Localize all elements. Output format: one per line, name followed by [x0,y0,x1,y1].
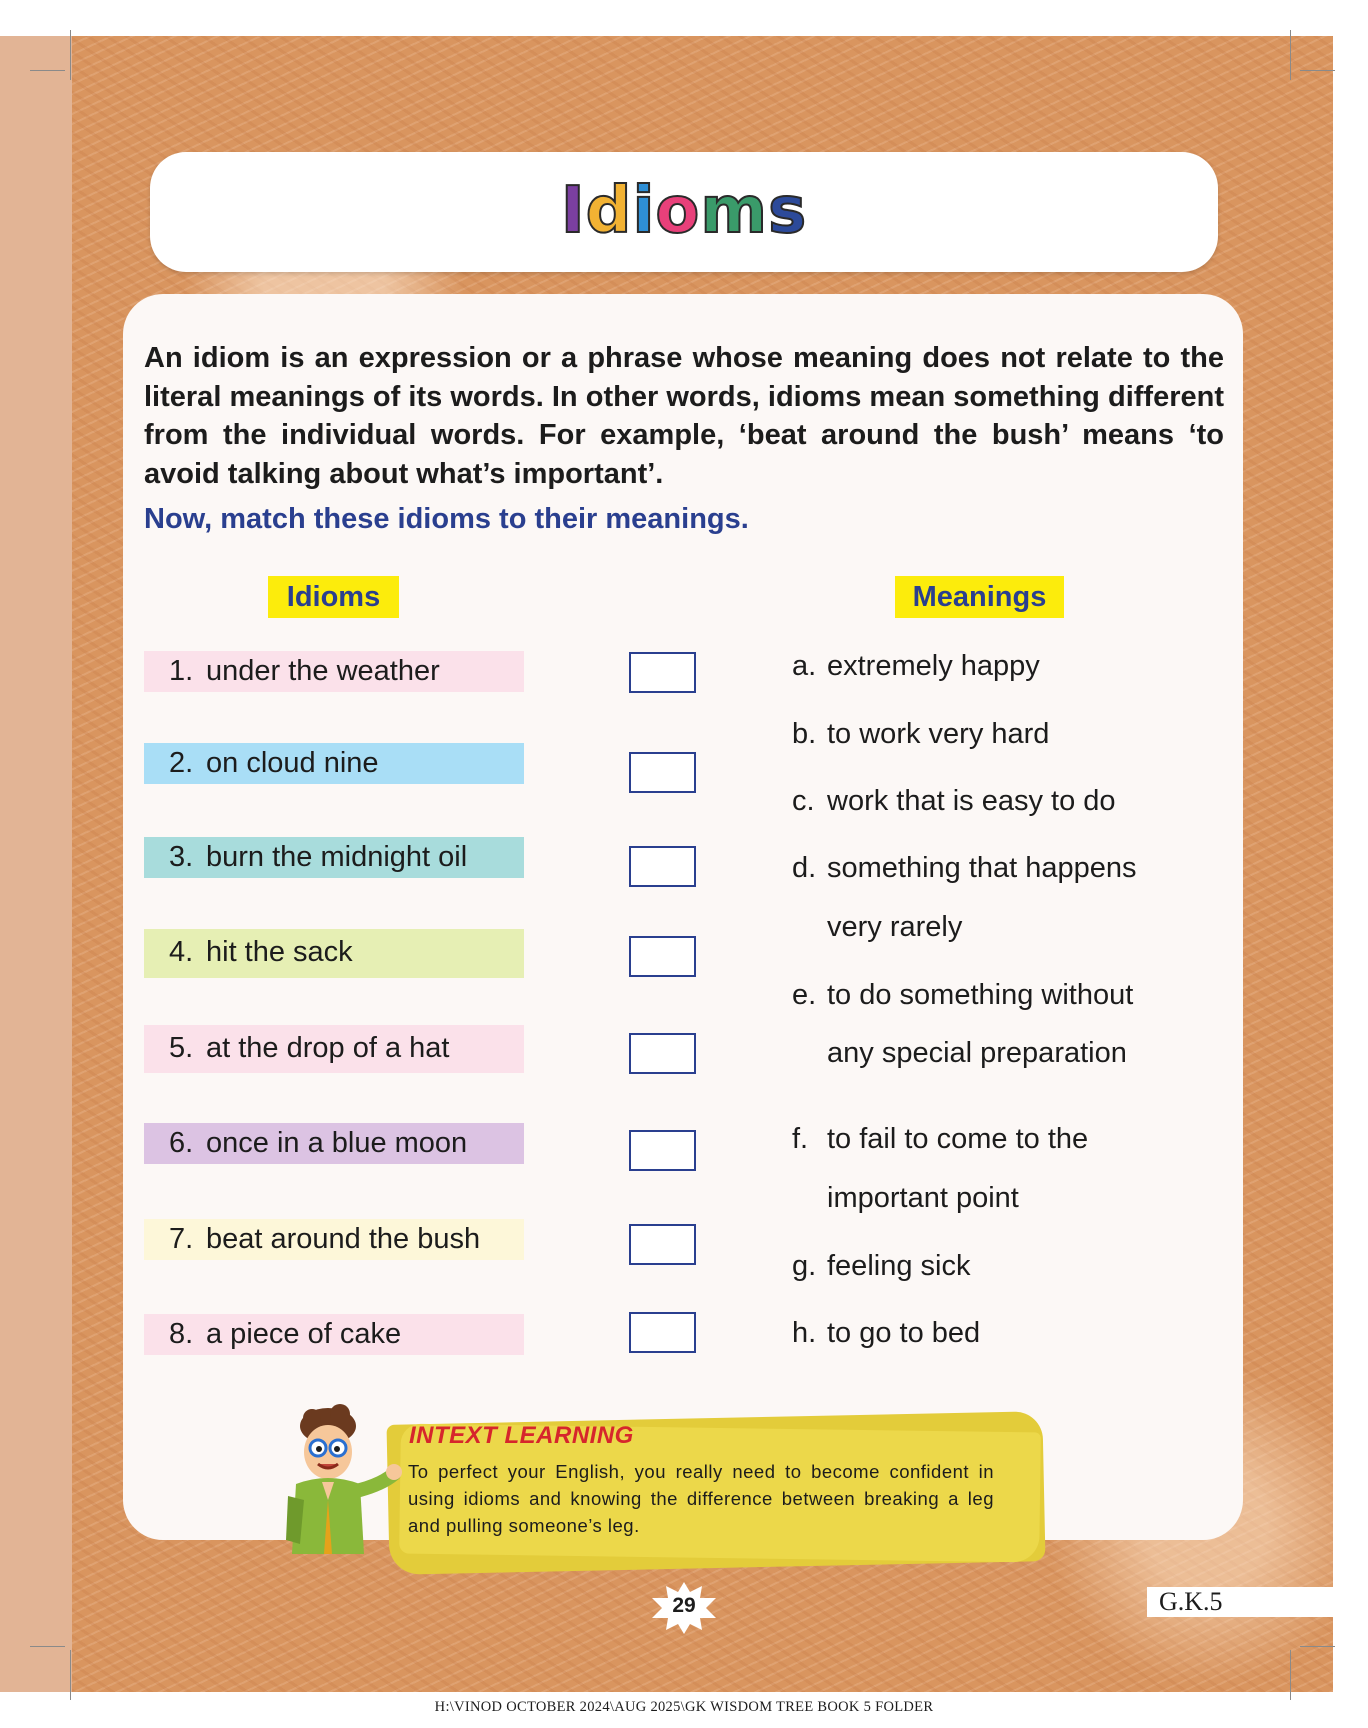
meaning-text: work that is easy to do [827,785,1116,817]
crop-mark [70,1650,71,1700]
title-letter: I [560,174,586,248]
meaning-letter: h. [792,1317,817,1349]
title-banner [150,152,1218,272]
meaning-text: to do something without [827,979,1134,1011]
title-letter: d [585,174,633,248]
page-title [150,174,1218,248]
meaning-letter: b. [792,718,817,750]
intext-learning-heading: INTEXT LEARNING [409,1422,634,1449]
meaning-letter: d. [792,852,817,884]
idiom-item [144,743,524,784]
idiom-text: once in a blue moon [206,1127,468,1159]
meaning-letter: a. [792,650,817,682]
idiom-number: 5. [169,1032,194,1064]
idiom-item [144,1219,524,1260]
idiom-number: 7. [169,1223,194,1255]
answer-box[interactable] [629,1224,696,1265]
idioms-column-heading: Idioms [268,576,399,618]
meaning-continuation: very rarely [827,911,963,943]
meaning-text: something that happens [827,852,1137,884]
idiom-number: 1. [169,655,194,687]
answer-box[interactable] [629,652,696,693]
title-letter: i [632,174,656,248]
instruction-text: Now, match these idioms to their meanings. [144,503,749,535]
crop-mark [1300,1646,1335,1647]
title-letter: o [655,174,701,248]
idiom-text: at the drop of a hat [206,1032,450,1064]
left-margin-strip [0,36,72,1692]
answer-box[interactable] [629,1130,696,1171]
meaning-letter: g. [792,1250,817,1282]
answer-box[interactable] [629,1033,696,1074]
idiom-text: a piece of cake [206,1318,402,1350]
crop-mark [1300,70,1335,71]
idiom-item [144,1314,524,1355]
idiom-item [144,1123,524,1164]
idiom-number: 3. [169,841,194,873]
intext-learning-body: To perfect your English, you really need to become confident in using idioms and knowing the difference between breaking a leg and pulling someone’s leg. [408,1461,994,1536]
idiom-text: beat around the bush [206,1223,481,1255]
idiom-number: 6. [169,1127,194,1159]
book-label: G.K.5 [1147,1587,1333,1617]
idiom-text: on cloud nine [206,747,379,779]
idiom-number: 2. [169,747,194,779]
intro-paragraph: An idiom is an expression or a phrase whose meaning does not relate to the literal meanings of its words. In other words, idioms mean something different from the individual words. For example, ‘beat around the bush’ means ‘to avoid talking about what’s important’. [144,342,1224,490]
crop-mark [1290,1650,1291,1700]
idiom-number: 8. [169,1318,194,1350]
idiom-item [144,651,524,692]
footer-file-path: H:\VINOD OCTOBER 2024\AUG 2025\GK WISDOM TREE BOOK 5 FOLDER [434,1699,934,1715]
title-letter: m [700,174,769,248]
meaning-letter: c. [792,785,815,817]
meaning-text: to work very hard [827,718,1050,750]
crop-mark [30,1646,65,1647]
idiom-text: hit the sack [206,936,353,968]
meaning-letter: f. [792,1123,809,1155]
title-letter: s [768,174,808,248]
idiom-text: under the weather [206,655,440,687]
idiom-item [144,837,524,878]
idiom-item [144,929,524,978]
idiom-number: 4. [169,936,194,968]
meaning-text: feeling sick [827,1250,971,1282]
idiom-text: burn the midnight oil [206,841,468,873]
meaning-text: to go to bed [827,1317,981,1349]
meaning-continuation: any special preparation [827,1037,1127,1069]
meaning-text: extremely happy [827,650,1040,682]
crop-mark [30,70,65,71]
answer-box[interactable] [629,1312,696,1353]
answer-box[interactable] [629,846,696,887]
teacher-character-illustration [282,1404,402,1554]
meaning-letter: e. [792,979,817,1011]
page-number: 29 [672,1594,696,1617]
answer-box[interactable] [629,752,696,793]
meaning-text: to fail to come to the [827,1123,1089,1155]
crop-mark [1290,30,1291,80]
crop-mark [70,30,71,80]
idiom-item [144,1025,524,1073]
meaning-continuation: important point [827,1182,1019,1214]
answer-box[interactable] [629,936,696,977]
meanings-column-heading: Meanings [895,576,1064,618]
